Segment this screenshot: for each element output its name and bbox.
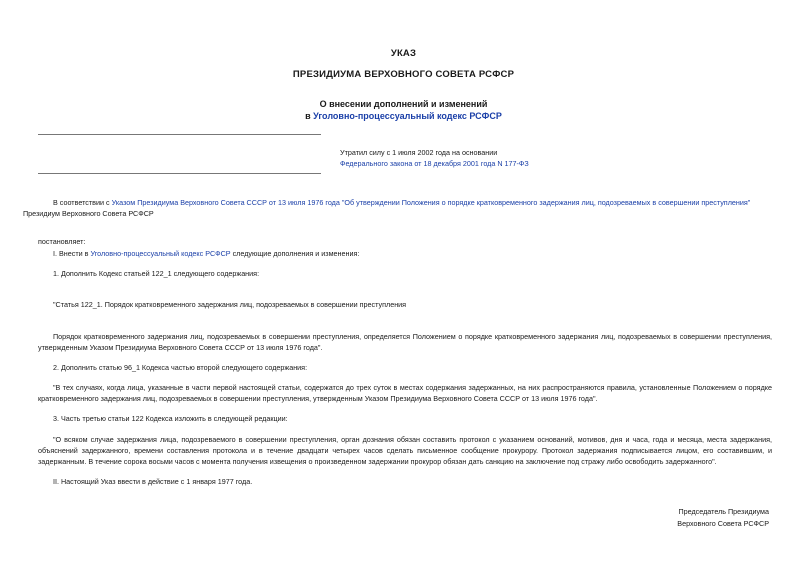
paragraph-3: Порядок кратковременного задержания лиц, подозреваемых в совершении преступления, определяется Положением о порядке кратковременного задержания лиц, подозреваемых в совершении преступления, утвержденным Указом Президиума Верховного Совета СССР от 13 июля 1976 года". <box>38 332 772 352</box>
intro-paragraph: В соответствии с Указом Президиума Верховного Совета СССР от 13 июля 1976 года "Об утверждении Положения о порядке кратковременного задержания лиц, подозреваемых в совершении преступления" Президиум Верховного Совета РСФСР <box>23 198 751 218</box>
document-title: УКАЗ <box>390 48 417 59</box>
paragraph-6: 3. Часть третью статьи 122 Кодекса изложить в следующей редакции: <box>53 414 288 423</box>
paragraph-4: 2. Дополнить статью 96_1 Кодекса частью второй следующего содержания: <box>53 363 308 372</box>
status-law-link[interactable]: Федерального закона от 18 декабря 2001 года N 177-ФЗ <box>340 159 529 168</box>
decrees-line: постановляет: <box>38 237 86 246</box>
signature-line-2: Верховного Совета РСФСР <box>677 519 769 528</box>
document-subtitle: ПРЕЗИДИУМА ВЕРХОВНОГО СОВЕТА РСФСР <box>292 69 515 80</box>
paragraph-2: "Статья 122_1. Порядок кратковременного задержания лиц, подозреваемых в совершении преступления <box>53 300 407 309</box>
ussr-decree-link[interactable]: Указом Президиума Верховного Совета СССР от 13 июля 1976 года "Об утверждении Положения о порядке кратковременного задержания лиц, подозреваемых в совершении преступления" <box>111 198 751 207</box>
divider-bottom <box>38 173 321 174</box>
paragraph-7: "О всяком случае задержания лица, подозреваемого в совершении преступления, орган дознания обязан составить протокол с указанием оснований, мотивов, дня и часа, года и месяца, места задержания, объяснений задержанного, времени составления протокола и в течение двадцати четырех часов сделать письменное сообщение прокурору. Протокол задержания подписывается лицом, его составившим, и задержанным. В течение сорока восьми часов с момента получения извещения о произведенном задержании прокурор обязан дать санкцию на заключение под стражу либо освободить задержанного". <box>38 435 772 466</box>
topic-line-2: в Уголовно-процессуальный кодекс РСФСР <box>305 111 502 121</box>
paragraph-1: 1. Дополнить Кодекс статьей 122_1 следующего содержания: <box>53 269 260 278</box>
item-1-code-link[interactable]: Уголовно-процессуальный кодекс РСФСР <box>90 249 231 258</box>
status-line: Утратил силу с 1 июля 2002 года на основании <box>340 148 498 157</box>
divider-top <box>38 134 321 135</box>
paragraph-5: "В тех случаях, когда лица, указанные в части первой настоящей статьи, содержатся до трех суток в местах содержания задержанных, на них распространяются правила, установленные Положением о порядке кратковременного задержания лиц, подозреваемых в совершении преступления, утвержденным Указом Президиума Верховного Совета СССР от 13 июля 1976 года". <box>38 383 772 403</box>
code-link[interactable]: Уголовно-процессуальный кодекс РСФСР <box>313 111 502 121</box>
topic-line-1: О внесении дополнений и изменений <box>319 99 488 109</box>
paragraph-8: II. Настоящий Указ ввести в действие с 1 января 1977 года. <box>53 477 253 486</box>
signature-line-1: Председатель Президиума <box>678 507 769 516</box>
item-1: I. Внести в Уголовно-процессуальный кодекс РСФСР следующие дополнения и изменения: <box>53 249 360 258</box>
